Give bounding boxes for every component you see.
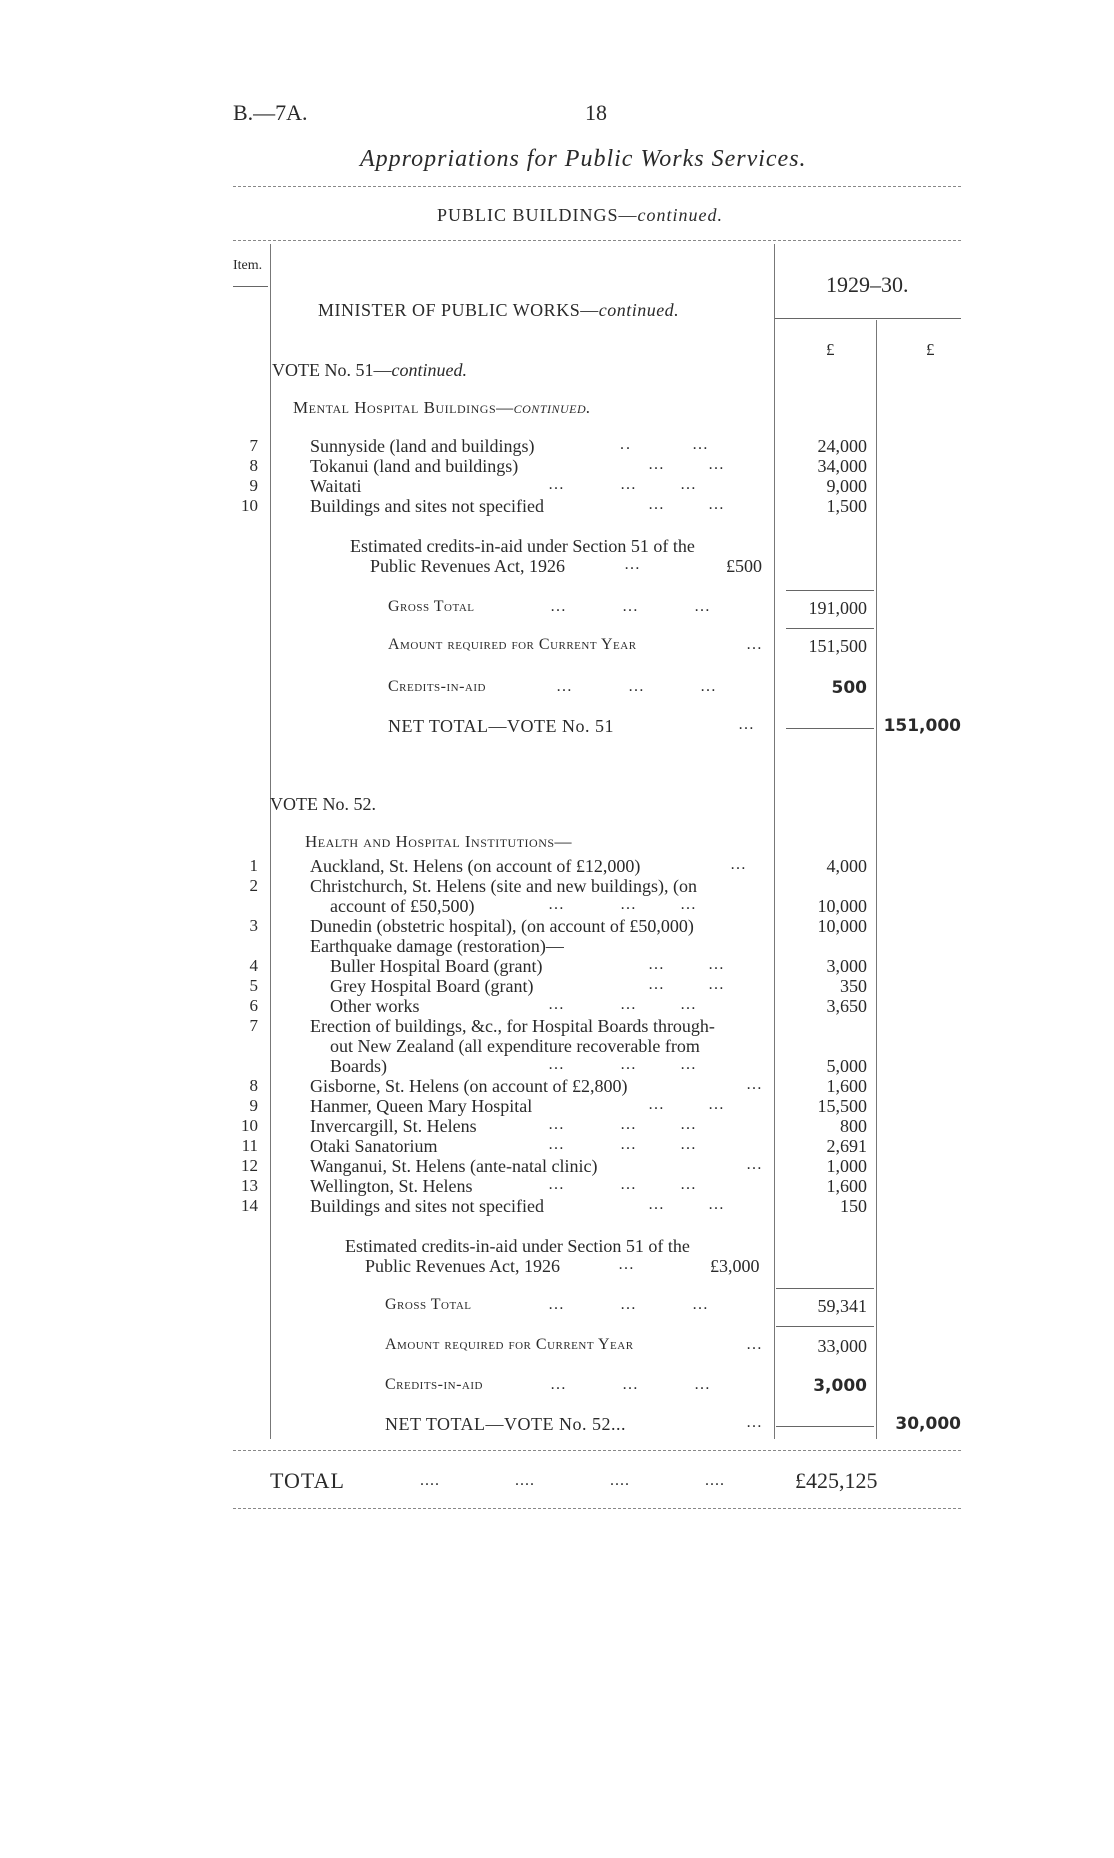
- leader-dots: .. …: [620, 436, 710, 453]
- item-description: Erection of buildings, &c., for Hospital Boards through-: [310, 1016, 715, 1036]
- item-description: Gisborne, St. Helens (on account of £2,800): [310, 1076, 628, 1096]
- leader-dots: … … …: [548, 1116, 698, 1133]
- item-description: Sunnyside (land and buildings): [310, 436, 535, 456]
- leader-dots: …: [746, 1076, 764, 1093]
- item-description: Tokanui (land and buildings): [310, 456, 519, 476]
- leader-dots: … … …: [548, 476, 698, 493]
- column-rule: [270, 244, 271, 1439]
- item-description: out New Zealand (all expenditure recoverable from: [330, 1036, 700, 1056]
- item-description: Otaki Sanatorium: [310, 1136, 438, 1156]
- leader-dots: … …: [648, 956, 726, 973]
- item-amount: 34,000: [817, 456, 867, 476]
- item-amount: 1,600: [826, 1176, 867, 1196]
- minister-heading: MINISTER OF PUBLIC WORKS—continued.: [318, 300, 680, 320]
- divider: [786, 728, 874, 729]
- item-number: 3: [249, 916, 258, 935]
- credits-in-aid-label: Credits-in-aid: [385, 1376, 483, 1393]
- item-amount: 3,000: [826, 956, 867, 976]
- divider: [233, 186, 961, 187]
- credits-note: Public Revenues Act, 1926: [365, 1256, 560, 1276]
- item-number: 10: [241, 496, 258, 515]
- pound-symbol: £: [926, 340, 935, 359]
- gross-total-label: Gross Total: [388, 598, 475, 615]
- amount-required-label: Amount required for Current Year: [385, 1336, 634, 1353]
- vote52-subheading: Health and Hospital Institutions—: [305, 832, 573, 851]
- pound-symbol: £: [826, 340, 835, 359]
- item-number: 7: [249, 436, 258, 455]
- item-amount: 24,000: [817, 436, 867, 456]
- item-description: Earthquake damage (restoration)—: [310, 936, 564, 956]
- leader-dots: … …: [648, 1196, 726, 1213]
- item-amount: 150: [840, 1196, 867, 1216]
- leader-dots: … … …: [548, 996, 698, 1013]
- gross-total-label: Gross Total: [385, 1296, 472, 1313]
- item-number: 13: [241, 1176, 258, 1195]
- item-column-header: Item.: [233, 258, 263, 273]
- net-total-value: 30,000: [895, 1414, 961, 1434]
- item-description: Grey Hospital Board (grant): [330, 976, 534, 996]
- leader-dots: …: [746, 1336, 764, 1353]
- amount-required-label: Amount required for Current Year: [388, 636, 637, 653]
- item-amount: 1,000: [826, 1156, 867, 1176]
- column-rule: [876, 320, 877, 1439]
- vote52-heading: VOTE No. 52.: [270, 794, 376, 814]
- credits-note-value: £3,000: [710, 1256, 760, 1276]
- item-amount: 4,000: [826, 856, 867, 876]
- leader-dots: …: [746, 636, 764, 653]
- item-number: 8: [249, 456, 258, 475]
- divider: [786, 628, 874, 629]
- item-number: 9: [249, 1096, 258, 1115]
- leader-dots: … … …: [548, 1136, 698, 1153]
- leader-dots: … … …: [548, 896, 698, 913]
- page-number: 18: [585, 100, 607, 125]
- credits-in-aid-value: 3,000: [813, 1376, 867, 1396]
- divider: [786, 590, 874, 591]
- leader-dots: … … …: [550, 1376, 712, 1393]
- leader-dots: … … …: [550, 598, 712, 615]
- item-amount: 5,000: [826, 1056, 867, 1076]
- leader-dots: … …: [648, 976, 726, 993]
- item-description: Dunedin (obstetric hospital), (on account of £50,000): [310, 916, 694, 936]
- item-description: Buller Hospital Board (grant): [330, 956, 543, 976]
- leader-dots: …: [730, 856, 748, 873]
- total-value: £425,125: [795, 1468, 878, 1493]
- item-number: 14: [241, 1196, 258, 1215]
- item-description: Buildings and sites not specified: [310, 1196, 544, 1216]
- divider: [233, 240, 961, 241]
- leader-dots: … …: [648, 456, 726, 473]
- leader-dots: …: [746, 1414, 764, 1431]
- amount-required-value: 151,500: [808, 636, 867, 656]
- item-amount: 350: [840, 976, 867, 996]
- credits-in-aid-label: Credits-in-aid: [388, 678, 486, 695]
- item-description: Boards): [330, 1056, 387, 1076]
- item-number: 5: [249, 976, 258, 995]
- net-total-label: NET TOTAL—VOTE No. 52...: [385, 1414, 627, 1434]
- net-total-label: NET TOTAL—VOTE No. 51: [388, 716, 615, 736]
- item-amount: 1,500: [826, 496, 867, 516]
- item-amount: 15,500: [817, 1096, 867, 1116]
- leader-dots: .... .... .... ....: [420, 1472, 725, 1489]
- divider: [776, 1288, 874, 1289]
- page-title: Appropriations for Public Works Services.: [360, 146, 807, 172]
- document-ref: B.—7A.: [233, 100, 308, 125]
- leader-dots: … … …: [548, 1056, 698, 1073]
- item-description: Invercargill, St. Helens: [310, 1116, 477, 1136]
- credits-note: Estimated credits-in-aid under Section 51 of the: [350, 536, 695, 556]
- leader-dots: …: [738, 716, 756, 733]
- item-description: Wellington, St. Helens: [310, 1176, 473, 1196]
- net-total-value: 151,000: [883, 716, 961, 736]
- year-header: 1929–30.: [826, 272, 909, 297]
- divider: [776, 1426, 874, 1427]
- item-amount: 10,000: [817, 916, 867, 936]
- item-description: Auckland, St. Helens (on account of £12,000): [310, 856, 641, 876]
- credits-note: Public Revenues Act, 1926: [370, 556, 565, 576]
- item-description: Buildings and sites not specified: [310, 496, 544, 516]
- credits-note-value: £500: [726, 556, 762, 576]
- item-number: 1: [249, 856, 258, 875]
- item-number: 10: [241, 1116, 258, 1135]
- item-number: 11: [241, 1136, 258, 1155]
- divider: [233, 1508, 961, 1509]
- item-amount: 3,650: [826, 996, 867, 1016]
- item-description: Christchurch, St. Helens (site and new buildings), (on: [310, 876, 697, 896]
- item-description: Waitati: [310, 476, 362, 496]
- leader-dots: … … …: [548, 1296, 710, 1313]
- leader-dots: …: [746, 1156, 764, 1173]
- divider: [776, 1326, 874, 1327]
- leader-dots: …: [618, 1256, 636, 1273]
- gross-total-value: 59,341: [817, 1296, 867, 1316]
- item-number: 8: [249, 1076, 258, 1095]
- item-number: 4: [249, 956, 258, 975]
- credits-note: Estimated credits-in-aid under Section 51 of the: [345, 1236, 690, 1256]
- item-description: Wanganui, St. Helens (ante-natal clinic): [310, 1156, 598, 1176]
- leader-dots: … … …: [548, 1176, 698, 1193]
- leader-dots: … …: [648, 496, 726, 513]
- vote51-heading: VOTE No. 51—continued.: [272, 360, 467, 380]
- divider: [233, 1450, 961, 1451]
- item-number: 7: [249, 1016, 258, 1035]
- item-number: 12: [241, 1156, 258, 1175]
- gross-total-value: 191,000: [808, 598, 867, 618]
- item-number: 6: [249, 996, 258, 1015]
- item-number: 9: [249, 476, 258, 495]
- amount-required-value: 33,000: [817, 1336, 867, 1356]
- credits-in-aid-value: 500: [831, 678, 867, 698]
- leader-dots: … … …: [556, 678, 718, 695]
- section-heading: PUBLIC BUILDINGS—continued.: [437, 205, 723, 225]
- column-rule: [774, 244, 775, 1439]
- total-label: TOTAL: [270, 1468, 345, 1493]
- item-description: Hanmer, Queen Mary Hospital: [310, 1096, 533, 1116]
- vote51-subheading: Mental Hospital Buildings—continued.: [293, 398, 591, 417]
- item-amount: 2,691: [826, 1136, 867, 1156]
- divider: [233, 286, 268, 287]
- leader-dots: …: [624, 556, 642, 573]
- item-amount: 800: [840, 1116, 867, 1136]
- leader-dots: … …: [648, 1096, 726, 1113]
- divider: [775, 318, 961, 319]
- item-description: Other works: [330, 996, 420, 1016]
- item-amount: 10,000: [817, 896, 867, 916]
- item-amount: 9,000: [826, 476, 867, 496]
- item-number: 2: [249, 876, 258, 895]
- item-amount: 1,600: [826, 1076, 867, 1096]
- item-description: account of £50,500): [330, 896, 475, 916]
